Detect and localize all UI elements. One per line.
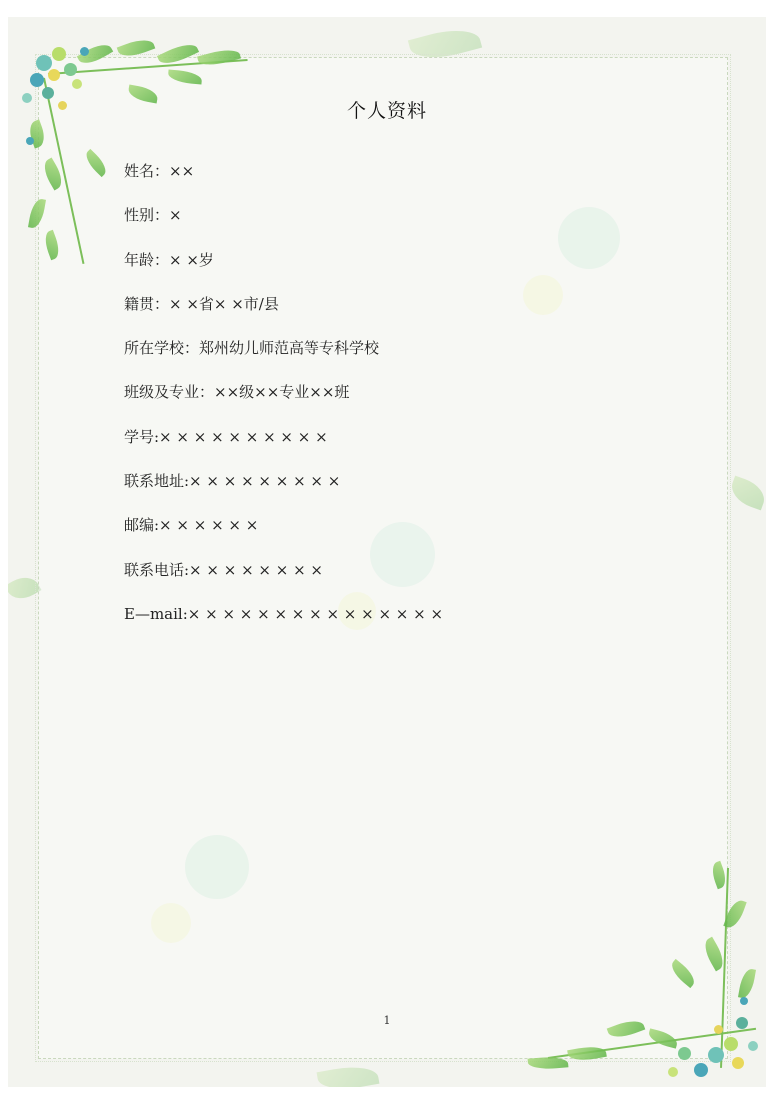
profile-fields bbox=[124, 160, 443, 647]
field-class-major: 班级及专业：××级××专业××班 bbox=[124, 383, 350, 402]
page-number: 1 bbox=[383, 1014, 391, 1027]
field-hometown: 籍贯：× ×省× ×市/县 bbox=[124, 294, 279, 313]
field-email: E—mail:× × × × × × × × × × × × × × × bbox=[124, 604, 444, 623]
field-name: 姓名：×× bbox=[124, 162, 195, 180]
field-age: 年龄：× ×岁 bbox=[124, 250, 214, 269]
faint-leaf bbox=[727, 476, 766, 511]
field-student-id: 学号:× × × × × × × × × × bbox=[124, 427, 328, 446]
field-postcode: 邮编:× × × × × × bbox=[124, 516, 259, 535]
field-gender: 性别：× bbox=[124, 206, 182, 225]
field-address: 联系地址:× × × × × × × × × bbox=[124, 472, 341, 491]
faint-leaf bbox=[317, 1062, 380, 1087]
field-school: 所在学校：郑州幼儿师范高等专科学校 bbox=[124, 339, 380, 358]
field-phone: 联系电话:× × × × × × × × bbox=[124, 560, 323, 579]
page-title: 个人资料 bbox=[346, 100, 427, 122]
